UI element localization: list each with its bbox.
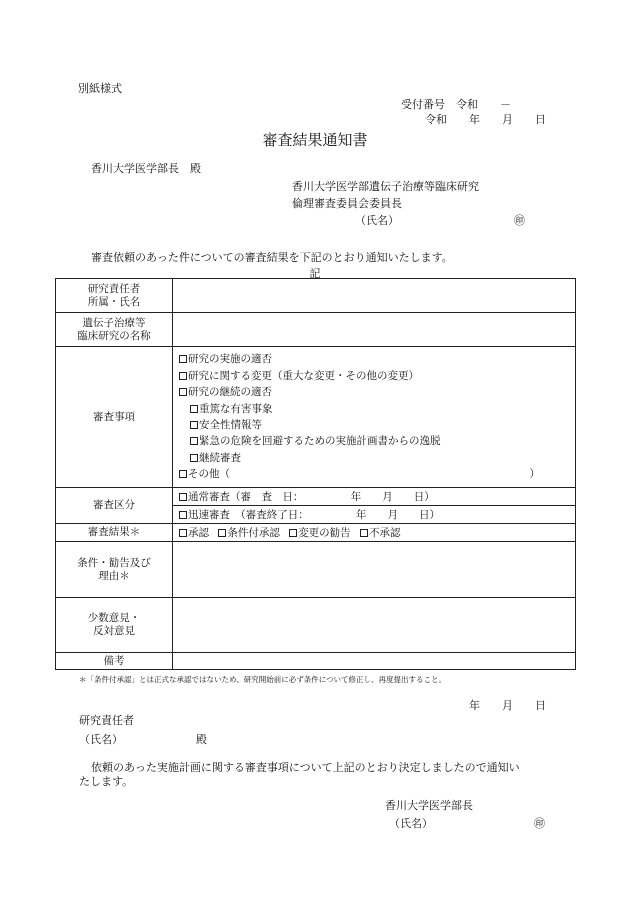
- recipient-title: 研究責任者: [79, 714, 134, 727]
- conditions-row: [56, 542, 576, 598]
- checkbox[interactable]: [190, 437, 198, 445]
- conditions-label: 条件・勧告及び 理由＊: [56, 542, 173, 598]
- result-label: 審査結果＊: [56, 524, 173, 542]
- form-label: 別紙様式: [78, 82, 122, 95]
- result-option-conditional[interactable]: 条件付承認: [218, 527, 280, 539]
- investigator-label: 研究責任者 所属・氏名: [56, 279, 173, 313]
- sender-title: 倫理審査委員会委員長: [292, 197, 402, 210]
- review-sub-item[interactable]: 安全性情報等: [179, 417, 575, 433]
- result-option-reject[interactable]: 不承認: [360, 527, 401, 539]
- review-type-label: 審査区分: [56, 488, 173, 524]
- recipient-name-label: （氏名）: [79, 733, 123, 746]
- signer-title: 香川大学医学部長: [385, 799, 473, 812]
- decision-text-line1: 依頼のあった実施計画に関する審査事項について上記のとおり決定しましたので通知い: [91, 761, 520, 774]
- addressee: 香川大学医学部長 殿: [91, 162, 201, 175]
- sender-name-label: （氏名）: [355, 214, 399, 227]
- seal-mark: ㊞: [534, 817, 545, 830]
- review-item[interactable]: 研究の継続の適否: [179, 384, 575, 400]
- checkbox[interactable]: [179, 470, 187, 478]
- footnote: ＊「条件付承認」とは正式な承認ではないため、研究開始前に必ず条件について修正し、再度提出すること。: [79, 675, 447, 684]
- decision-text-line2: たします。: [79, 775, 134, 788]
- review-result-table: [55, 278, 576, 670]
- checkbox[interactable]: [179, 355, 187, 363]
- result-row: [56, 524, 576, 542]
- review-items-field: [173, 347, 576, 488]
- checkbox[interactable]: [360, 529, 368, 537]
- minority-opinion-field[interactable]: [173, 598, 576, 653]
- seal-mark: ㊞: [514, 214, 525, 227]
- notice-date: 年 月 日: [469, 699, 546, 712]
- minority-opinion-label: 少数意見・ 反対意見: [56, 598, 173, 653]
- review-type-normal[interactable]: 通常審査（審 査 日： 年 月 日）: [173, 488, 576, 506]
- remarks-row: [56, 653, 576, 670]
- receipt-number: 受付番号 令和 －: [401, 98, 511, 111]
- checkbox[interactable]: [289, 529, 297, 537]
- review-type-row: [56, 488, 576, 506]
- signer-name-label: （氏名）: [389, 817, 433, 830]
- study-name-field[interactable]: [173, 313, 576, 347]
- document-title: 審査結果通知書: [262, 131, 368, 149]
- issue-date: 令和 年 月 日: [425, 113, 546, 126]
- recipient-honorific: 殿: [196, 733, 207, 746]
- checkbox[interactable]: [179, 372, 187, 380]
- review-item[interactable]: 研究の実施の適否: [179, 351, 575, 367]
- intro-text: 審査依頼のあった件についての審査結果を下記のとおり通知いたします。: [91, 251, 453, 264]
- checkbox[interactable]: [179, 493, 187, 501]
- investigator-field[interactable]: [173, 279, 576, 313]
- checkbox[interactable]: [179, 529, 187, 537]
- checkbox[interactable]: [190, 405, 198, 413]
- checkbox[interactable]: [179, 388, 187, 396]
- remarks-field[interactable]: [173, 653, 576, 670]
- ki-mark: 記: [309, 267, 321, 280]
- study-name-row: [56, 313, 576, 347]
- review-sub-item[interactable]: 重篤な有害事象: [179, 401, 575, 417]
- sender-committee: 香川大学医学部遺伝子治療等臨床研究: [292, 180, 479, 193]
- checkbox[interactable]: [179, 511, 187, 519]
- review-item[interactable]: 研究に関する変更（重大な変更・その他の変更）: [179, 368, 575, 384]
- review-type-fast[interactable]: 迅速審査 （審査終了日： 年 月 日）: [173, 506, 576, 524]
- remarks-label: 備考: [56, 653, 173, 670]
- investigator-row: [56, 279, 576, 313]
- result-option-approve[interactable]: 承認: [179, 527, 209, 539]
- result-options: [173, 524, 576, 542]
- checkbox[interactable]: [190, 421, 198, 429]
- minority-opinion-row: [56, 598, 576, 653]
- checkbox[interactable]: [190, 454, 198, 462]
- review-sub-item[interactable]: 継続審査: [179, 450, 575, 466]
- checkbox[interactable]: [218, 529, 226, 537]
- conditions-field[interactable]: [173, 542, 576, 598]
- review-sub-item[interactable]: 緊急の危険を回避するための実施計画書からの逸脱: [179, 433, 575, 449]
- review-items-row: [56, 347, 576, 488]
- review-item-other[interactable]: その他（ ）: [179, 466, 575, 482]
- result-option-recommend-change[interactable]: 変更の勧告: [289, 527, 351, 539]
- review-items-label: 審査事項: [56, 347, 173, 488]
- study-name-label: 遺伝子治療等 臨床研究の名称: [56, 313, 173, 347]
